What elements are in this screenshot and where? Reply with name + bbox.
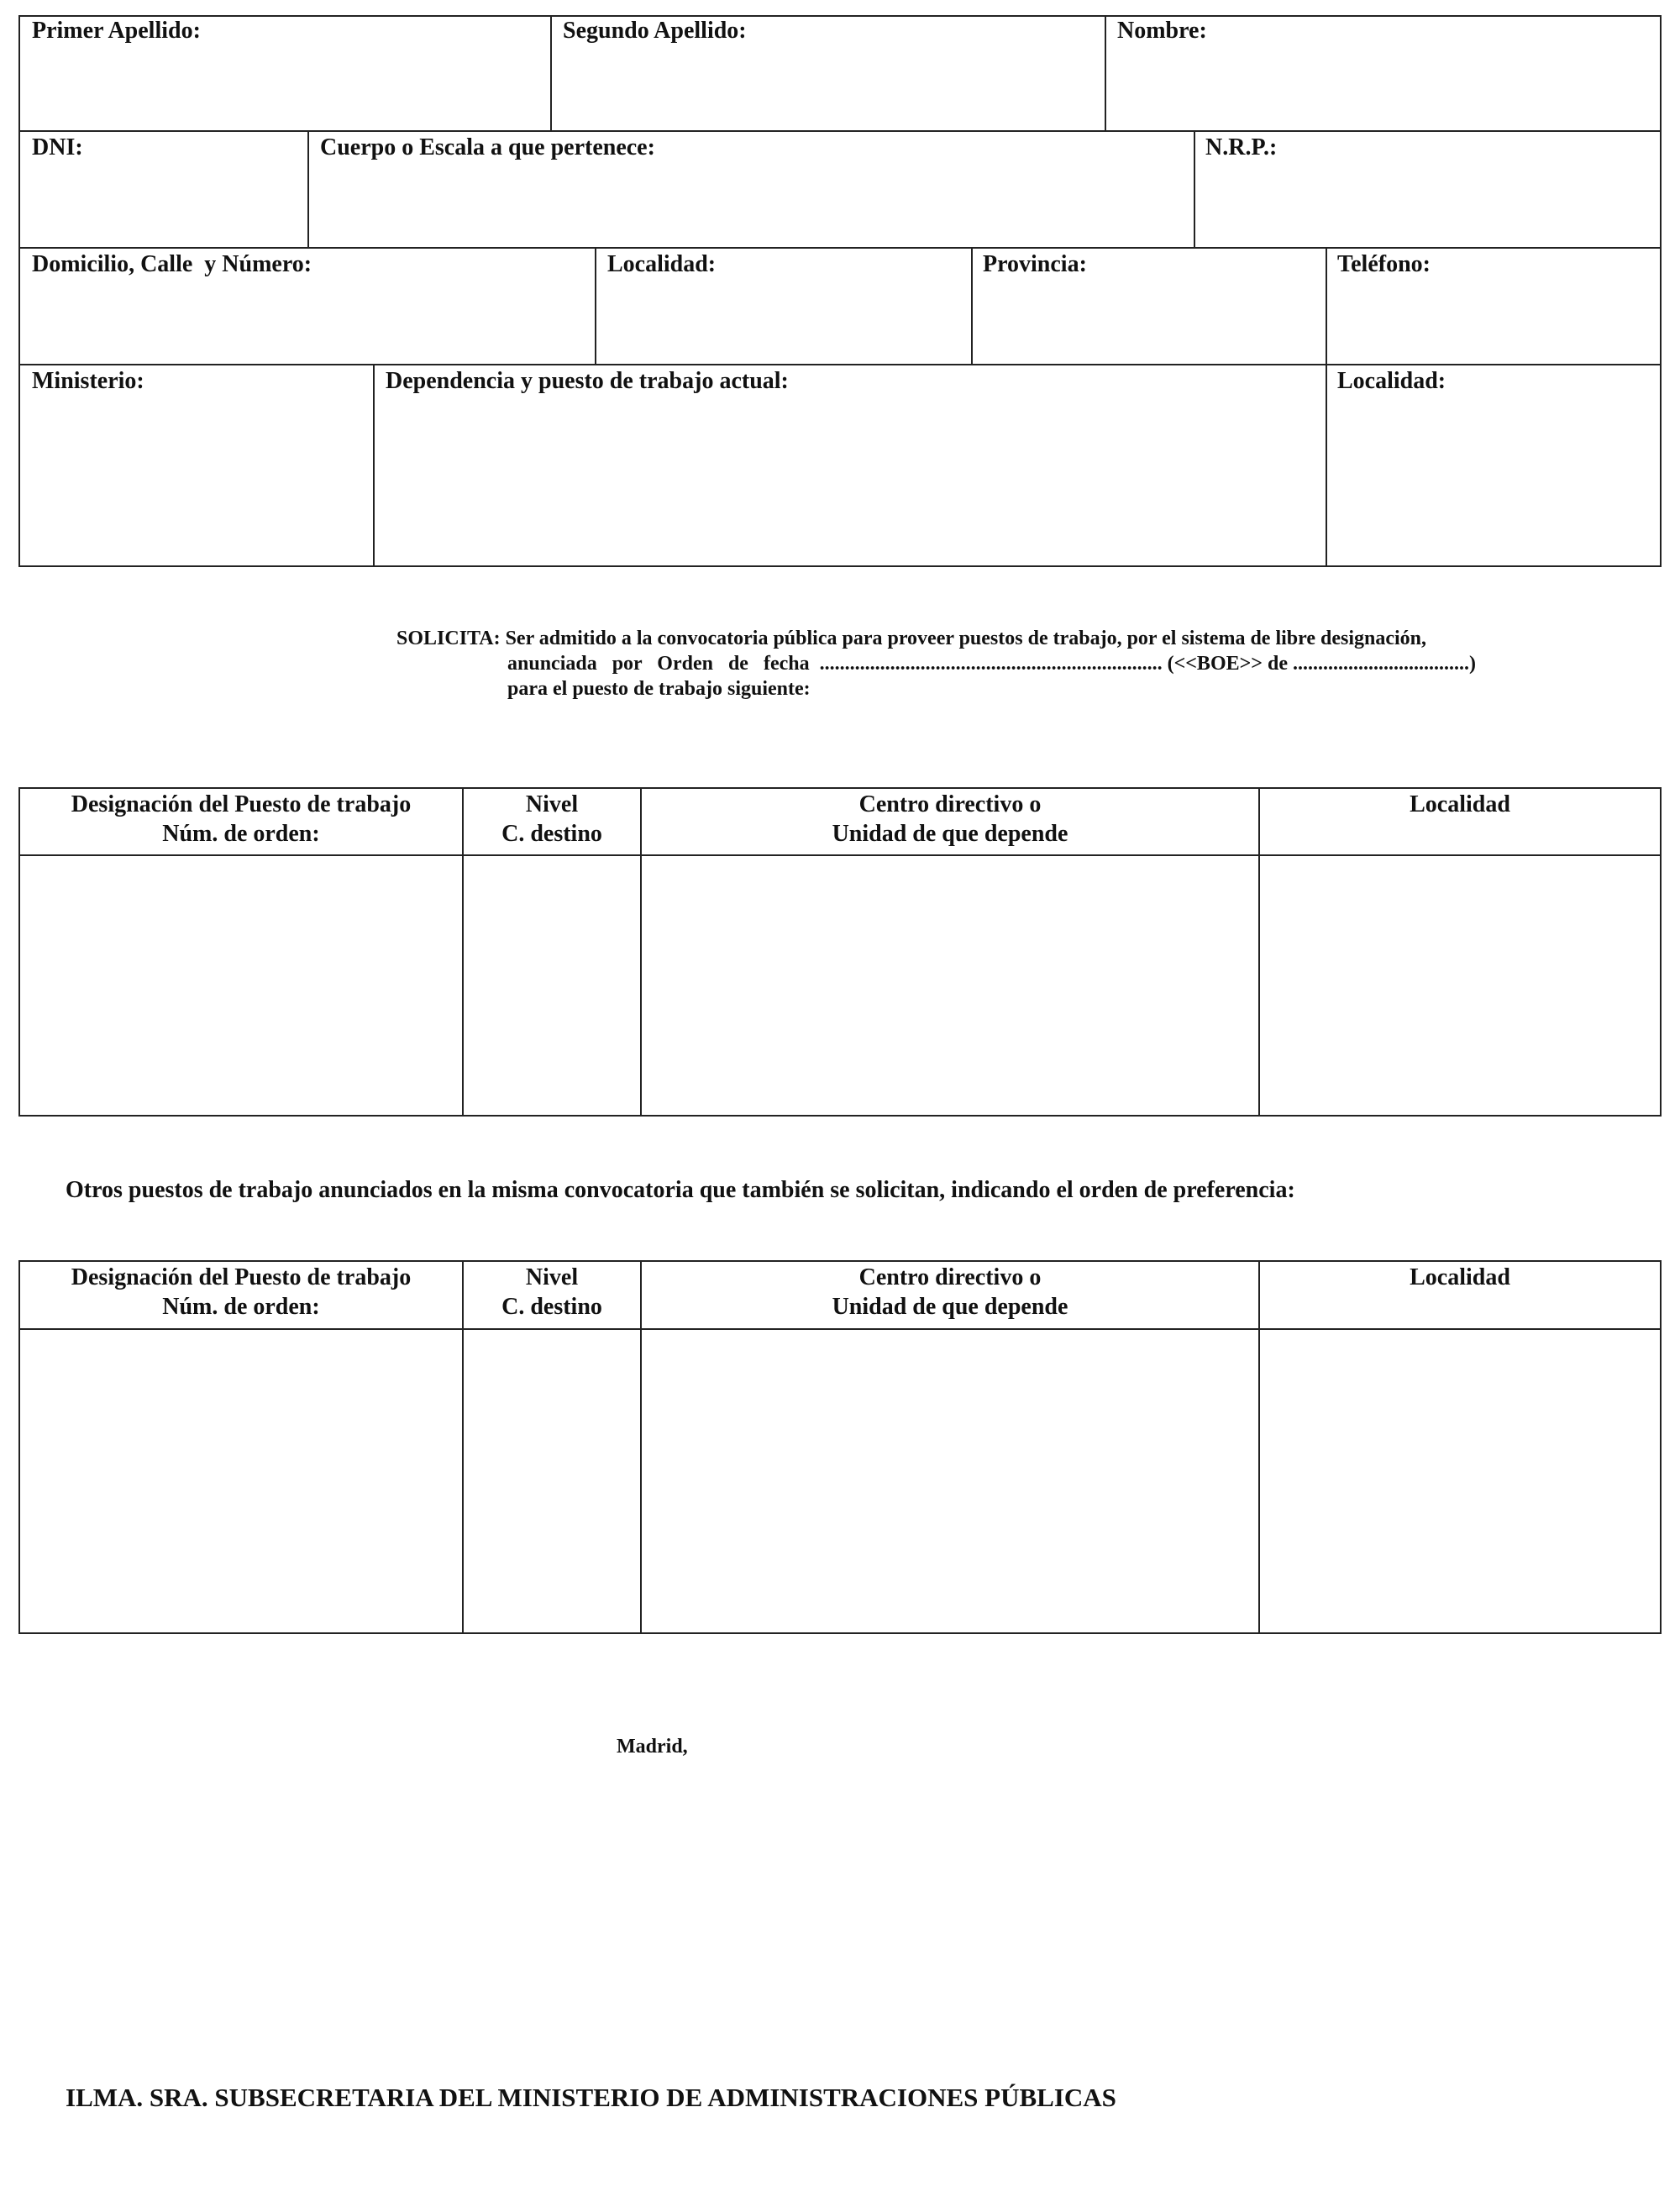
centro-cell[interactable]	[642, 1330, 1258, 1632]
solicita-line-3: para el puesto de trabajo siguiente:	[507, 678, 811, 700]
localidad-puesto-label: Localidad:	[1337, 368, 1446, 394]
nivel-cell[interactable]	[464, 856, 640, 1115]
centro-header-line2: Unidad de que depende	[832, 1294, 1068, 1320]
nivel-header-line1: Nivel	[525, 791, 579, 817]
nombre-label: Nombre:	[1117, 18, 1207, 44]
nivel-header	[464, 790, 640, 849]
centro-header	[642, 1263, 1258, 1322]
designacion-header-line1: Designación del Puesto de trabajo	[71, 791, 412, 817]
nivel-header-line2: C. destino	[501, 1294, 602, 1320]
localidad-header: Localidad	[1410, 1264, 1510, 1290]
cuerpo-escala-label: Cuerpo o Escala a que pertenece:	[320, 134, 655, 160]
domicilio-label: Domicilio, Calle y Número:	[32, 251, 312, 277]
otros-puestos-text: Otros puestos de trabajo anunciados en la misma convocatoria que también se solicitan, indicando el orden de preferencia:	[66, 1177, 1295, 1203]
nivel-header-line1: Nivel	[525, 1264, 579, 1290]
designacion-header-line1: Designación del Puesto de trabajo	[71, 1264, 412, 1290]
date-field[interactable]	[697, 1729, 1117, 1759]
nivel-cell[interactable]	[464, 1330, 640, 1632]
dni-label: DNI:	[32, 134, 83, 160]
telefono-label: Teléfono:	[1337, 251, 1431, 277]
centro-header-line1: Centro directivo o	[858, 1264, 1042, 1290]
designacion-header-line2: Núm. de orden:	[162, 821, 320, 847]
designacion-header	[20, 790, 462, 849]
nivel-header-line2: C. destino	[501, 821, 602, 847]
centro-header	[642, 790, 1258, 849]
nivel-header	[464, 1263, 640, 1322]
solicita-line-1: SOLICITA: Ser admitido a la convocatoria pública para proveer puestos de trabajo, por el sistema de libre designación,	[396, 628, 1427, 649]
localidad-header: Localidad	[1410, 791, 1510, 817]
primer-apellido-label: Primer Apellido:	[32, 18, 201, 44]
dependencia-label: Dependencia y puesto de trabajo actual:	[386, 368, 789, 394]
solicita-line-2: anunciada por Orden de fecha .................................................................... (<<BOE>> de ...................................)	[507, 653, 1476, 675]
centro-header-line1: Centro directivo o	[858, 791, 1042, 817]
localidad-cell[interactable]	[1260, 856, 1660, 1115]
segundo-apellido-label: Segundo Apellido:	[563, 18, 747, 44]
designacion-header-line2: Núm. de orden:	[162, 1294, 320, 1320]
centro-header-line2: Unidad de que depende	[832, 821, 1068, 847]
addressee: ILMA. SRA. SUBSECRETARIA DEL MINISTERIO DE ADMINISTRACIONES PÚBLICAS	[66, 2083, 1116, 2112]
designacion-cell[interactable]	[20, 1330, 462, 1632]
provincia-label: Provincia:	[983, 251, 1087, 277]
designacion-cell[interactable]	[20, 856, 462, 1115]
localidad-domicilio-label: Localidad:	[607, 251, 717, 277]
localidad-cell[interactable]	[1260, 1330, 1660, 1632]
madrid-date-label: Madrid,	[617, 1736, 688, 1758]
nrp-label: N.R.P.:	[1205, 134, 1278, 160]
ministerio-label: Ministerio:	[32, 368, 144, 394]
designacion-header	[20, 1263, 462, 1322]
centro-cell[interactable]	[642, 856, 1258, 1115]
